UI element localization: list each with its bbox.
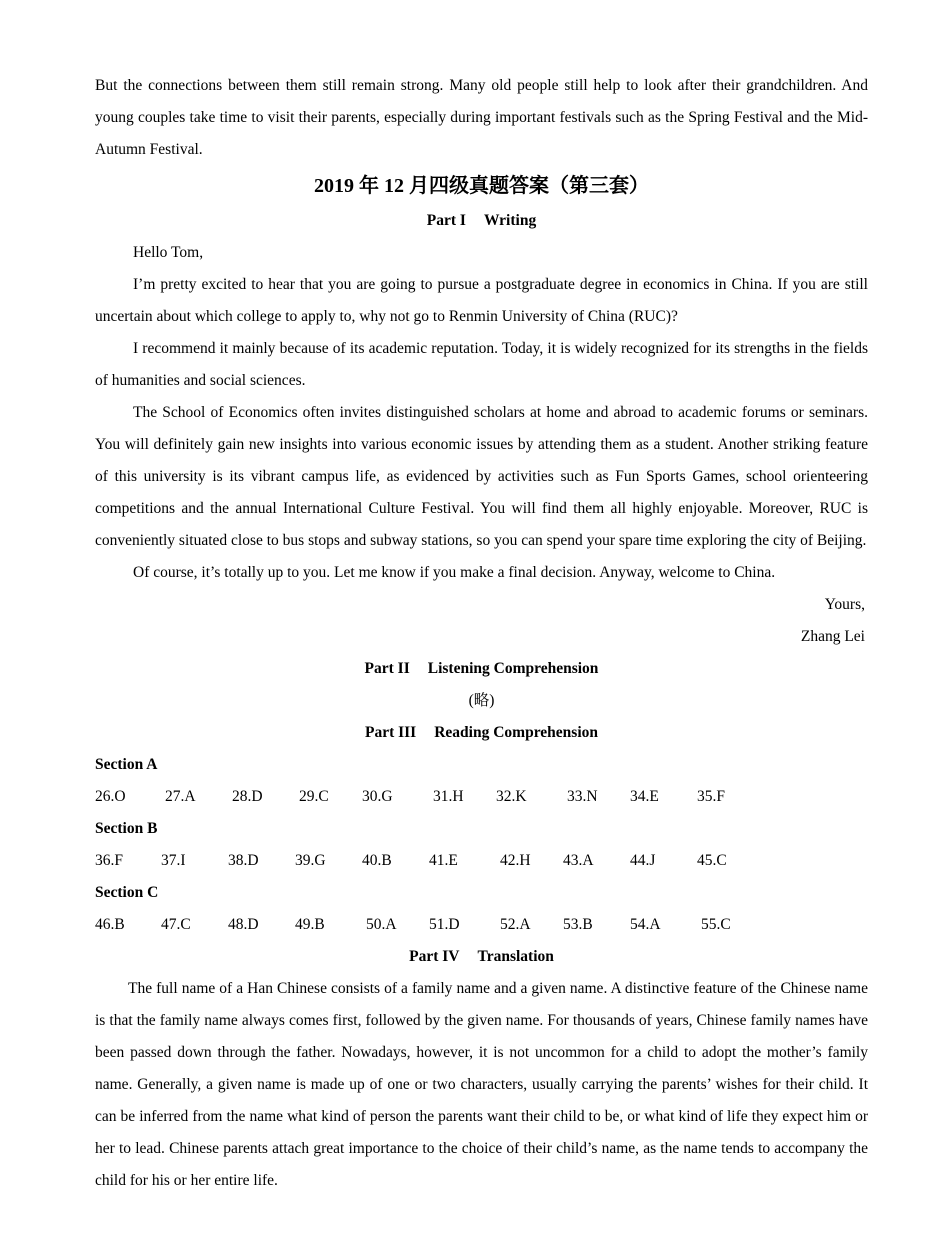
section-b-label: Section B	[95, 820, 158, 837]
section-c-answers	[95, 909, 868, 941]
section-c-label: Section C	[95, 884, 159, 901]
letter-paragraph-3: The School of Economics often invites distinguished scholars at home and abroad to academic forums or seminars. You will definitely gain new insights into various economic issues by attending them as a student. Another striking feature of this university is its vibrant campus life, as evidenced by activities such as Fun Sports Games, school orienteering competitions and the annual International Culture Festival. You will find them all highly enjoyable. Moreover, RUC is conveniently situated close to bus stops and subway stations, so you can spend your spare time exploring the city of Beijing.	[95, 404, 868, 549]
answer-item: 35.F	[697, 788, 725, 805]
document-page	[95, 70, 868, 1197]
section-b-answers	[95, 845, 868, 877]
part4-number: Part IV	[409, 948, 460, 965]
answer-item: 51.D	[429, 916, 460, 933]
answer-item: 36.F	[95, 852, 123, 869]
answer-item: 27.A	[165, 788, 196, 805]
part4-heading	[95, 941, 868, 973]
answer-item: 32.K	[496, 788, 527, 805]
section-a-answers	[95, 781, 868, 813]
part2-number: Part II	[364, 660, 410, 677]
intro-paragraph: But the connections between them still remain strong. Many old people still help to look after their grandchildren. And young couples take time to visit their parents, especially during important festivals such as the Spring Festival and the Mid-Autumn Festival.	[95, 77, 868, 158]
part3-title: Reading Comprehension	[434, 724, 598, 741]
answer-item: 47.C	[161, 916, 191, 933]
answer-item: 52.A	[500, 916, 531, 933]
letter-closing: Yours,	[824, 596, 865, 613]
answer-item: 50.A	[366, 916, 397, 933]
part4-title: Translation	[477, 948, 554, 965]
answer-item: 48.D	[228, 916, 259, 933]
answer-item: 37.I	[161, 852, 186, 869]
letter-paragraph-1: I’m pretty excited to hear that you are going to pursue a postgraduate degree in economics in China. If you are still uncertain about which college to apply to, why not go to Renmin University of China (RUC)?	[95, 276, 868, 325]
translation-paragraph: The full name of a Han Chinese consists of a family name and a given name. A distinctive feature of the Chinese name is that the family name always comes first, followed by the given name. For thousands of years, Chinese family names have been passed down through the father. Nowadays, however, it is not uncommon for a child to adopt the mother’s family name. Generally, a given name is made up of one or two characters, usually carrying the parents’ wishes for their child. It can be inferred from the name what kind of person the parents want their child to be, or what kind of life they expect him or her to lead. Chinese parents attach great importance to the choice of their child’s name, as the name tends to accompany the child for his or her entire life.	[95, 980, 868, 1189]
answer-item: 26.O	[95, 788, 126, 805]
part1-heading	[95, 205, 868, 237]
part2-title: Listening Comprehension	[427, 660, 599, 677]
part1-number: Part I	[426, 212, 466, 229]
answer-item: 39.G	[295, 852, 326, 869]
letter-paragraph-2: I recommend it mainly because of its academic reputation. Today, it is widely recognized for its strengths in the fields of humanities and social sciences.	[95, 340, 868, 389]
answer-item: 55.C	[701, 916, 731, 933]
part3-number: Part III	[364, 724, 417, 741]
answer-item: 42.H	[500, 852, 531, 869]
answer-item: 44.J	[630, 852, 656, 869]
answer-item: 29.C	[299, 788, 329, 805]
answer-item: 49.B	[295, 916, 325, 933]
answer-item: 43.A	[563, 852, 594, 869]
part1-title: Writing	[483, 212, 537, 229]
answer-item: 45.C	[697, 852, 727, 869]
part3-heading	[95, 717, 868, 749]
answer-item: 34.E	[630, 788, 659, 805]
answer-item: 38.D	[228, 852, 259, 869]
answer-item: 40.B	[362, 852, 392, 869]
section-a-label: Section A	[95, 756, 158, 773]
answer-item: 30.G	[362, 788, 393, 805]
part2-heading	[95, 653, 868, 685]
answer-item: 31.H	[433, 788, 464, 805]
answer-item: 46.B	[95, 916, 125, 933]
letter-salutation: Hello Tom,	[133, 244, 204, 261]
answer-item: 53.B	[563, 916, 593, 933]
answer-item: 41.E	[429, 852, 458, 869]
answer-item: 54.A	[630, 916, 661, 933]
letter-paragraph-4: Of course, it’s totally up to you. Let me know if you make a final decision. Anyway, welcome to China.	[133, 564, 776, 581]
answer-item: 33.N	[567, 788, 598, 805]
part2-note: (略)	[468, 692, 495, 709]
answer-item: 28.D	[232, 788, 263, 805]
document-title: 2019 年 12 月四级真题答案（第三套）	[314, 175, 649, 197]
letter-signature: Zhang Lei	[800, 628, 865, 645]
